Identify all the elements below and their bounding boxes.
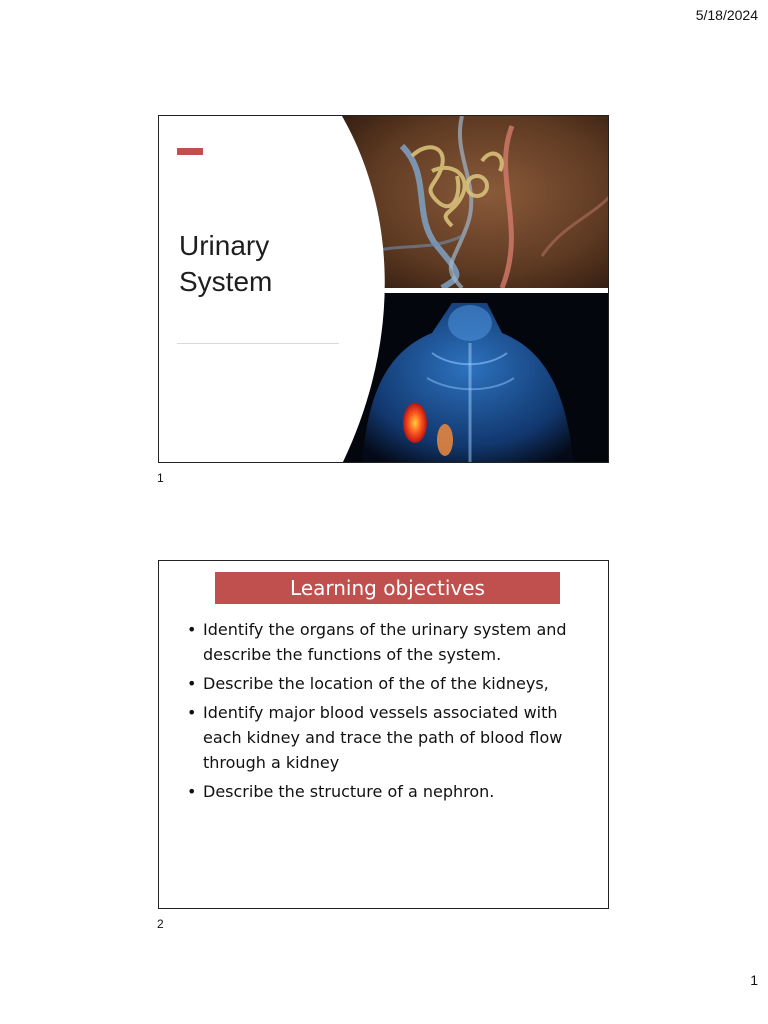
slide-heading: Learning objectives bbox=[215, 572, 560, 604]
slide-number: 2 bbox=[157, 917, 164, 931]
objectives-list bbox=[183, 617, 593, 808]
page-number: 1 bbox=[750, 972, 758, 988]
list-item: • Identify major blood vessels associated with each kidney and trace the path of blood flow through a kidney bbox=[183, 700, 593, 775]
slide-curve bbox=[339, 116, 385, 463]
list-item: • Identify the organs of the urinary system and describe the functions of the system. bbox=[183, 617, 593, 667]
slide-1 bbox=[158, 115, 609, 463]
slide-title: Urinary System bbox=[179, 230, 273, 297]
accent-bar bbox=[177, 148, 203, 155]
list-item: • Describe the location of the of the kidneys, bbox=[183, 671, 593, 696]
print-date: 5/18/2024 bbox=[695, 7, 758, 23]
slide-2 bbox=[158, 560, 609, 909]
list-item: • Describe the structure of a nephron. bbox=[183, 779, 593, 804]
slide-number: 1 bbox=[157, 471, 164, 485]
title-rule bbox=[177, 343, 363, 344]
